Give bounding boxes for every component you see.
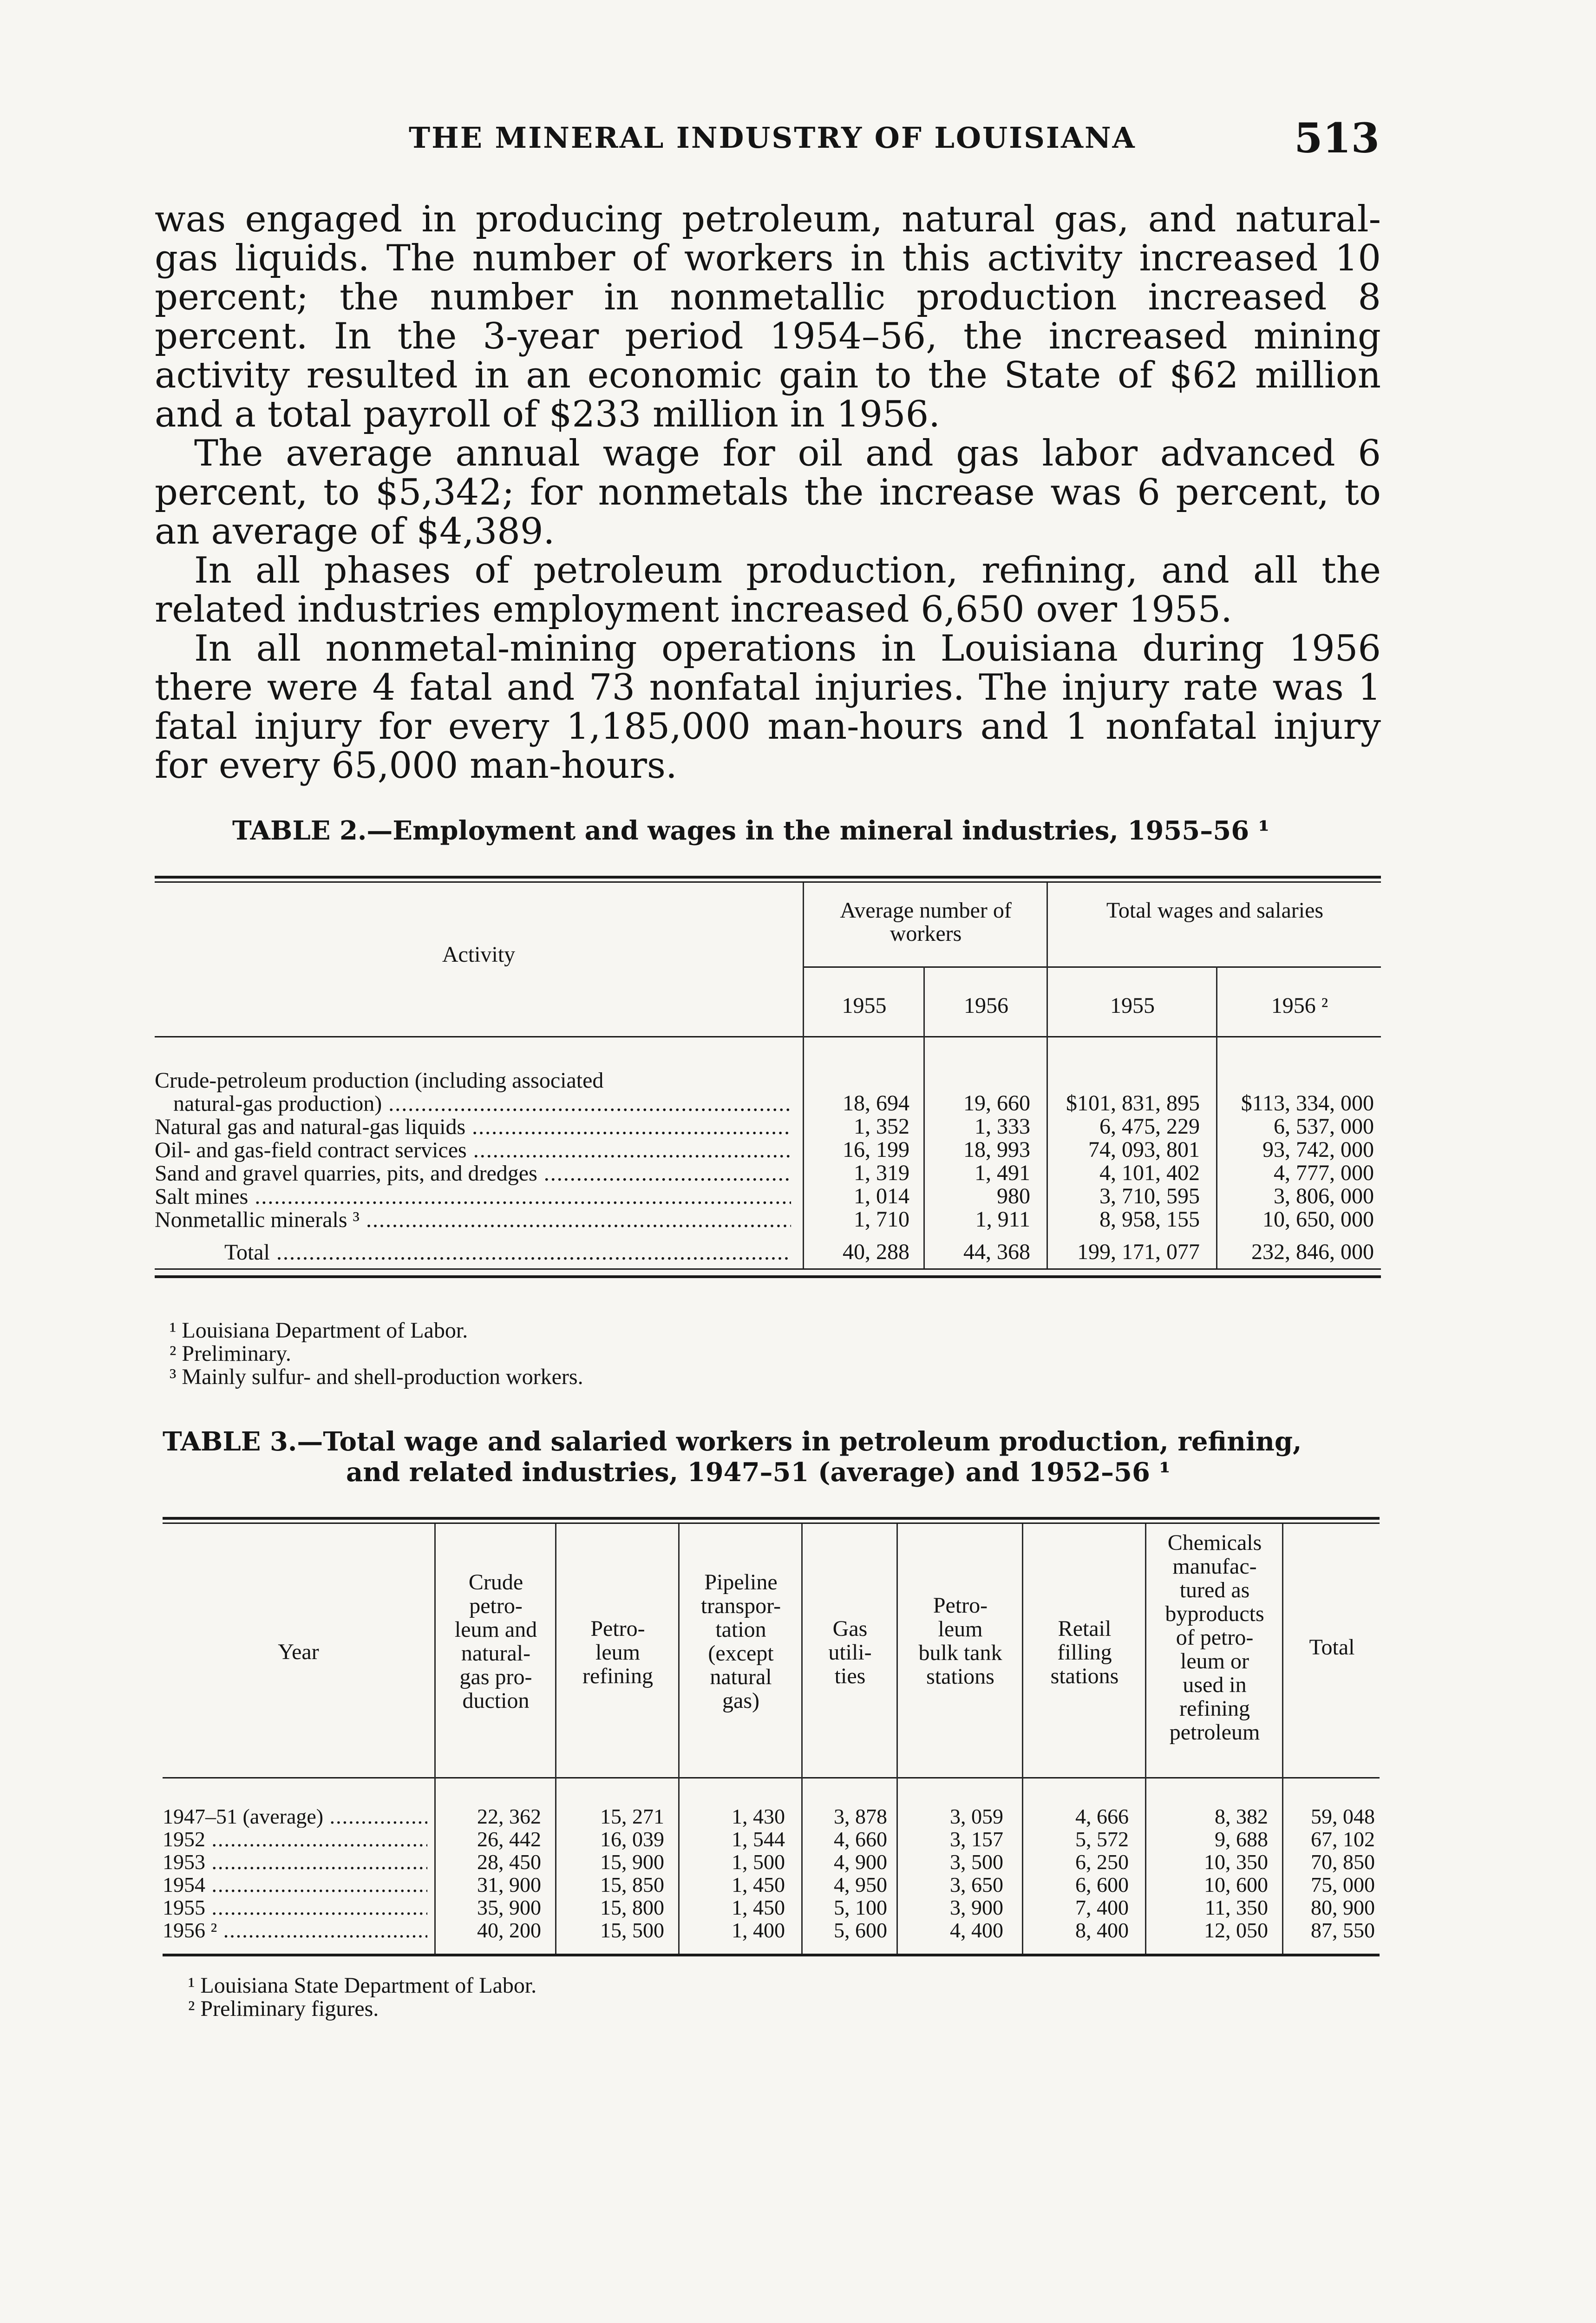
footnote: ¹ Louisiana Department of Labor. xyxy=(170,1318,468,1343)
header-crude xyxy=(437,1570,555,1713)
value-cell: 5, 572 xyxy=(1075,1827,1129,1851)
header-text: natural- xyxy=(461,1641,531,1666)
header-text: leum and xyxy=(454,1617,537,1642)
table-vrule xyxy=(896,1524,898,1954)
header-text: Retail xyxy=(1058,1616,1112,1641)
value-cell: 40, 200 xyxy=(477,1918,541,1942)
value-cell: 3, 650 xyxy=(950,1873,1003,1896)
value-cell: 8, 400 xyxy=(1075,1918,1129,1942)
value-cell: 16, 199 xyxy=(843,1137,909,1162)
activity-label: Natural gas and natural-gas liquids ..... xyxy=(155,1115,791,1139)
value-cell: 6, 250 xyxy=(1075,1850,1129,1874)
value-cell: 10, 600 xyxy=(1204,1873,1268,1896)
value-cell: 22, 362 xyxy=(477,1805,541,1828)
value-cell: 1, 333 xyxy=(975,1114,1030,1139)
value-cell: 4, 777, 000 xyxy=(1274,1161,1374,1185)
header-bulk xyxy=(899,1594,1022,1688)
value-cell: 40, 288 xyxy=(843,1240,909,1264)
value-cell: 1, 450 xyxy=(732,1873,785,1896)
header-text: duction xyxy=(462,1688,530,1713)
table-vrule xyxy=(803,883,804,1268)
value-cell: 3, 710, 595 xyxy=(1099,1184,1200,1208)
value-cell: 1, 014 xyxy=(854,1184,909,1208)
header-text: of petro- xyxy=(1176,1625,1254,1650)
value-cell: 15, 900 xyxy=(600,1850,664,1874)
table2 xyxy=(155,876,1381,1315)
table-vrule xyxy=(1047,883,1048,1268)
table-vrule xyxy=(1282,1524,1283,1954)
value-cell: 3, 900 xyxy=(950,1896,1003,1919)
value-cell: 1, 500 xyxy=(732,1850,785,1874)
value-cell: 8, 958, 155 xyxy=(1099,1207,1200,1232)
year-label: 1954 ..... xyxy=(163,1873,427,1896)
table-rule xyxy=(803,966,1381,968)
year-label: 1953 ..... xyxy=(163,1851,427,1873)
header-text: stations xyxy=(1050,1664,1119,1688)
header-year: 1955 xyxy=(842,993,887,1018)
header-text: Petro- xyxy=(590,1616,645,1641)
value-cell: 1, 911 xyxy=(975,1207,1030,1232)
value-cell: 4, 950 xyxy=(834,1873,887,1896)
table-vrule xyxy=(1216,966,1217,1268)
paragraph: In all phases of petroleum production, refining, and all the related industries employment increased 6,650 over 1955. xyxy=(155,550,1381,630)
header-text: Chemicals xyxy=(1167,1530,1262,1555)
header-wages: Total wages and salaries xyxy=(1106,898,1324,923)
header-text: utili- xyxy=(828,1640,872,1665)
header-year: 1956 xyxy=(964,993,1008,1018)
value-cell: 199, 171, 077 xyxy=(1077,1240,1200,1264)
footnote: ³ Mainly sulfur- and shell-production workers. xyxy=(170,1365,583,1389)
header-text: gas pro- xyxy=(459,1665,532,1689)
header-text: ties xyxy=(834,1664,866,1688)
activity-label: Oil- and gas-field contract services ..... xyxy=(155,1138,791,1162)
value-cell: 1, 710 xyxy=(854,1207,909,1232)
value-cell: 59, 048 xyxy=(1311,1805,1375,1828)
value-cell: 4, 660 xyxy=(834,1827,887,1851)
header-text: manufac- xyxy=(1172,1554,1257,1579)
header-text: leum or xyxy=(1180,1649,1249,1673)
page-number: 513 xyxy=(1294,114,1380,162)
footnote: ² Preliminary. xyxy=(170,1341,291,1366)
table-rule xyxy=(155,1036,1381,1037)
header-text: Crude xyxy=(468,1570,523,1595)
header-year: 1956 ² xyxy=(1271,993,1328,1018)
value-cell: 6, 475, 229 xyxy=(1099,1114,1200,1139)
value-cell: 15, 271 xyxy=(600,1805,664,1828)
value-cell: 232, 846, 000 xyxy=(1251,1240,1374,1264)
year-label: 1955 ..... xyxy=(163,1896,427,1919)
activity-label: Crude-petroleum production (including associated xyxy=(155,1069,604,1093)
table3-title-line2: and related industries, 1947–51 (average) and 1952–56 ¹ xyxy=(346,1457,1171,1488)
table-rule xyxy=(155,1275,1381,1278)
value-cell: 1, 544 xyxy=(732,1827,785,1851)
header-text: leum xyxy=(938,1617,983,1641)
value-cell: 12, 050 xyxy=(1204,1918,1268,1942)
value-cell: 15, 800 xyxy=(600,1896,664,1919)
paragraph: was engaged in producing petroleum, natural gas, and natural-gas liquids. The number of workers in this activity increased 10 percent; the number in nonmetallic production increased 8 percent. In the 3-year period 1954–56, the increased mining activity resulted in an economic gain to the State of $62 million and a total payroll of $233 million in 1956. xyxy=(155,198,1381,435)
value-cell: 3, 059 xyxy=(950,1805,1003,1828)
table2-title: TABLE 2.—Employment and wages in the mineral industries, 1955–56 ¹ xyxy=(232,815,1270,846)
header-text: tured as xyxy=(1179,1578,1250,1602)
year-label: 1956 ² ..... xyxy=(163,1919,427,1942)
value-cell: 1, 352 xyxy=(854,1114,909,1139)
table-rule xyxy=(163,1777,1380,1778)
header-text: bulk tank xyxy=(918,1641,1002,1665)
value-cell: 1, 400 xyxy=(732,1918,785,1942)
value-cell: 15, 500 xyxy=(600,1918,664,1942)
header-text: stations xyxy=(926,1664,994,1689)
table-rule xyxy=(155,876,1381,879)
header-retail xyxy=(1024,1617,1145,1688)
table-vrule xyxy=(434,1524,436,1954)
running-header xyxy=(158,114,1380,165)
header-text: tation xyxy=(715,1617,766,1642)
footnote: ¹ Louisiana State Department of Labor. xyxy=(188,1973,537,1998)
value-cell: 3, 806, 000 xyxy=(1274,1184,1374,1208)
header-text: used in xyxy=(1183,1673,1247,1697)
value-cell: 6, 537, 000 xyxy=(1274,1114,1374,1139)
value-cell: 3, 878 xyxy=(834,1805,887,1828)
header-text: refining xyxy=(1179,1696,1250,1721)
value-cell: 10, 650, 000 xyxy=(1262,1207,1374,1232)
paragraph: In all nonmetal-mining operations in Louisiana during 1956 there were 4 fatal and 73 nonfatal injuries. The injury rate was 1 fatal injury for every 1,185,000 man-hours and 1 nonfatal injury for every 65,000 man-hours. xyxy=(155,628,1381,787)
value-cell: 18, 694 xyxy=(843,1091,909,1116)
value-cell: 10, 350 xyxy=(1204,1850,1268,1874)
header-text: refining xyxy=(582,1664,653,1688)
value-cell: 980 xyxy=(997,1184,1030,1208)
value-cell: 7, 400 xyxy=(1075,1896,1129,1919)
header-text: transpor- xyxy=(700,1594,781,1618)
value-cell: 44, 368 xyxy=(963,1240,1030,1264)
header-chemicals xyxy=(1147,1531,1282,1744)
value-cell: 16, 039 xyxy=(600,1827,664,1851)
value-cell: 15, 850 xyxy=(600,1873,664,1896)
value-cell: 5, 100 xyxy=(834,1896,887,1919)
total-label: Total ..... xyxy=(224,1240,791,1265)
header-text: filling xyxy=(1057,1640,1112,1665)
header-text: byproducts xyxy=(1165,1601,1264,1626)
header-workers: Average number of workers xyxy=(840,898,1012,946)
value-cell: 31, 900 xyxy=(477,1873,541,1896)
header-year: Year xyxy=(278,1640,319,1664)
header-text: petroleum xyxy=(1169,1720,1260,1745)
header-text: Pipeline xyxy=(704,1570,778,1595)
table-vrule xyxy=(555,1524,556,1954)
header-text: petro- xyxy=(469,1594,523,1618)
value-cell: 11, 350 xyxy=(1204,1896,1268,1919)
value-cell: 5, 600 xyxy=(834,1918,887,1942)
table3 xyxy=(163,1517,1380,1958)
value-cell: $113, 334, 000 xyxy=(1241,1091,1374,1116)
value-cell: 87, 550 xyxy=(1311,1918,1375,1942)
value-cell: 8, 382 xyxy=(1215,1805,1268,1828)
value-cell: 18, 993 xyxy=(963,1137,1030,1162)
value-cell: 4, 900 xyxy=(834,1850,887,1874)
value-cell: 26, 442 xyxy=(477,1827,541,1851)
table3-title xyxy=(163,1426,1380,1488)
activity-label: Sand and gravel quarries, pits, and dredges ..... xyxy=(155,1162,791,1186)
header-pipeline xyxy=(680,1570,801,1713)
table-vrule xyxy=(1022,1524,1023,1954)
value-cell: 70, 850 xyxy=(1311,1850,1375,1874)
header-year: 1955 xyxy=(1110,993,1155,1018)
year-label: 1947–51 (average) ..... xyxy=(163,1805,427,1828)
value-cell: 75, 000 xyxy=(1311,1873,1375,1896)
value-cell: 4, 101, 402 xyxy=(1099,1161,1200,1185)
table-rule xyxy=(155,1268,1381,1270)
body-text xyxy=(155,200,1381,785)
table-rule xyxy=(163,1517,1380,1520)
value-cell: 74, 093, 801 xyxy=(1088,1137,1200,1162)
value-cell: 1, 450 xyxy=(732,1896,785,1919)
value-cell: 1, 430 xyxy=(732,1805,785,1828)
value-cell: 1, 319 xyxy=(854,1161,909,1185)
header-text: natural xyxy=(710,1665,772,1689)
value-cell: 19, 660 xyxy=(963,1091,1030,1116)
table-rule xyxy=(163,1954,1380,1956)
value-cell: $101, 831, 895 xyxy=(1066,1091,1200,1116)
header-text: (except xyxy=(708,1641,774,1666)
header-gas xyxy=(804,1617,896,1688)
value-cell: 67, 102 xyxy=(1311,1827,1375,1851)
table-vrule xyxy=(1145,1524,1146,1954)
header-activity: Activity xyxy=(442,942,516,967)
value-cell: 9, 688 xyxy=(1215,1827,1268,1851)
header-refining xyxy=(557,1617,678,1688)
header-text: gas) xyxy=(722,1688,759,1713)
value-cell: 35, 900 xyxy=(477,1896,541,1919)
value-cell: 4, 666 xyxy=(1075,1805,1129,1828)
header-text: Petro- xyxy=(933,1593,988,1618)
value-cell: 93, 742, 000 xyxy=(1262,1137,1374,1162)
table-vrule xyxy=(801,1524,803,1954)
activity-label: Nonmetallic minerals ³ ..... xyxy=(155,1208,791,1232)
table3-title-line1: TABLE 3.—Total wage and salaried workers in petroleum production, refining, xyxy=(163,1426,1302,1457)
running-title: THE MINERAL INDUSTRY OF LOUISIANA xyxy=(409,121,1136,155)
value-cell: 4, 400 xyxy=(950,1918,1003,1942)
value-cell: 6, 600 xyxy=(1075,1873,1129,1896)
header-total: Total xyxy=(1309,1635,1355,1660)
activity-label: Salt mines ..... xyxy=(155,1185,791,1209)
value-cell: 28, 450 xyxy=(477,1850,541,1874)
value-cell: 3, 157 xyxy=(950,1827,1003,1851)
header-text: Gas xyxy=(832,1616,868,1641)
year-label: 1952 ..... xyxy=(163,1828,427,1851)
table-vrule xyxy=(678,1524,680,1954)
table-rule xyxy=(155,881,1381,883)
paragraph: The average annual wage for oil and gas labor advanced 6 percent, to $5,342; for nonmetals the increase was 6 percent, to an average of $4,389. xyxy=(155,433,1381,552)
table-rule xyxy=(163,1522,1380,1524)
value-cell: 80, 900 xyxy=(1311,1896,1375,1919)
table-vrule xyxy=(923,966,925,1268)
header-text: leum xyxy=(595,1640,640,1665)
activity-label: natural-gas production) ..... xyxy=(173,1092,791,1116)
value-cell: 3, 500 xyxy=(950,1850,1003,1874)
footnote: ² Preliminary figures. xyxy=(188,1996,379,2021)
value-cell: 1, 491 xyxy=(975,1161,1030,1185)
